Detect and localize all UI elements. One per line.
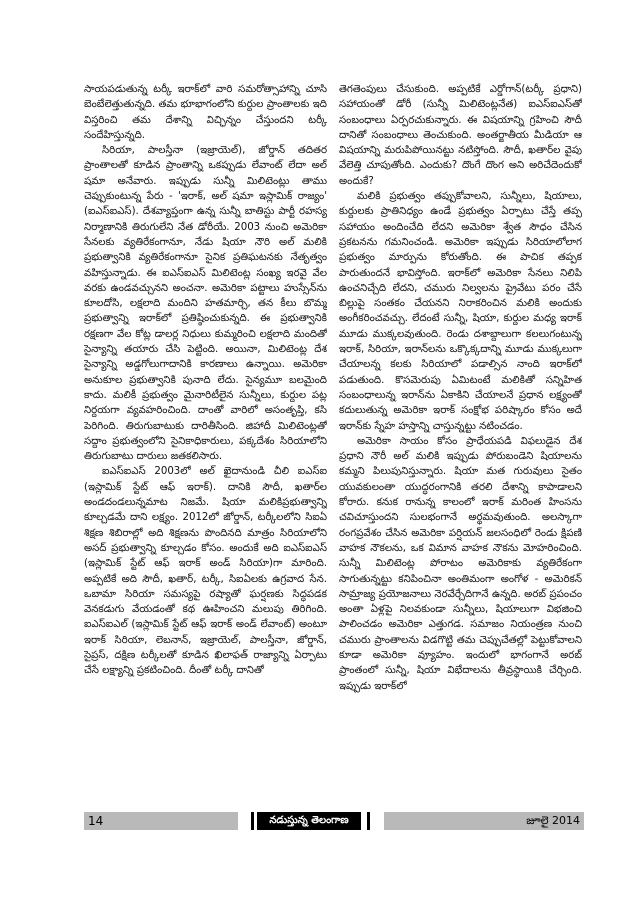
magazine-name: నడుస్తున్న తెలంగాణ	[257, 812, 361, 830]
right-column	[339, 82, 582, 812]
right-paragraph-3: అమెరికా సాయం కోసం ప్రాధేయపడి విఫలుడైన దేశ ప్రధాని నౌరీ అల్ మలికి ఇప్పుడు పోరుబండెని షియాలను కమ్మని పిలుపునిస్తున్నారు. షియా మత గురువులు సైతం యువకులంతా యుద్ధరంగానికి తరలి దేశాన్ని కాపాడాలని కోరారు. కనుక రానున్న కాలంలో ఇరాక్ మరింత హింసను చవిచూస్తుందని సులభంగానే అర్థమవుతుంది. అలస్కాగా రంగప్రవేశం చేసిన అమెరికా పర్షియన్ జలసంధిలో రెండు క్షిపణి వాహక నౌకలను, ఒక విమాన వాహక నౌకను మోహరించింది. సున్నీ మిలిటెంట్ల పోరాటం అమెరికాకు వ్యతిరేకంగా సాగుతున్నట్టు కనిపించినా అంతిమంగా అంగోళ - అమెరికన్ సామ్రాజ్య ప్రయోజనాలు నెరవేర్చేదిగానే ఉన్నది. అరబ్ ప్రపంచం అంతా ఏళ్లపై నిలవకుండా సున్నీలు, షియాలుగా విభజించి పాలించడం అమెరికా ఎత్తుగడ. సమాజం నియంత్రణ నుంచి చమురు ప్రాంతాలను విడగొట్టి తమ చెప్పుచేతల్లో పెట్టుకోవాలని కూడా అమెరికా వ్యూహం. ఇందులో భాగంగానే అరబ్ ప్రాంతంలో సున్నీ, షియా విభేదాలను తీవ్రస్థాయికి చేర్చింది. ఇప్పుడు ఇరాక్‌లో	[339, 435, 582, 692]
left-column	[84, 82, 327, 812]
page-footer	[84, 812, 584, 830]
footer-divider-left	[251, 812, 254, 830]
footer-divider-right	[367, 812, 370, 830]
issue-month: జూలై 2014	[384, 812, 584, 830]
left-paragraph-3: ఐఎస్ఐఎస్ 2003లో అల్ ఖైదానుండి చీలి ఐఎస్ఐ (ఇస్లామిక్ స్టేట్ ఆఫ్ ఇరాక్). దానికి సౌదీ, ఖతార్‌ల అండదండలున్నమాట నిజమే. షియా మలికిప్రభుత్వాన్ని కూల్చడమే దాని లక్ష్యం. 2012లో జోర్డాన్, టర్కీలలోని సిఐఏ శిక్షణ శిబిరాల్లో అది శిక్షణను పొందినది మాత్రం సిరియాలోని అసద్ ప్రభుత్వాన్ని కూల్చడం కోసం. అందుకే అది ఐఎస్ఐఎస్ (ఇస్లామిక్ స్టేట్ ఆఫ్ ఇరాక్ అండ్ సిరియా)గా మారింది. అప్పటికే అది సౌదీ, ఖతార్, టర్కీ, సిఐఏలకు ఉగ్రవాద సేన. ఒబామా సిరియా సమస్యపై రష్యాతో ఘర్షణకు సిద్ధపడక వెనకడుగు వేయడంతో కథ ఊహించని మలుపు తిరిగింది. ఐఎస్ఐఎల్ (ఇస్లామిక్ స్టేట్ ఆఫ్ ఇరాక్ అండ్ లేవాంట్) అంటూ ఇరాక్ సిరియా, లెబనాన్, ఇజ్రాయెల్, పాలస్తీనా, జోర్డాన్, సైప్రస్, దక్షిణ టర్కీలతో కూడిన ఖిలాఫత్ రాజ్యాన్ని ఏర్పాటు చేసే లక్ష్యాన్ని ప్రకటించింది. దీంతో టర్కీ దానితో	[84, 466, 327, 677]
page-number: 14	[84, 812, 238, 830]
right-paragraph-1: తెగతెంపులు చేసుకుంది. అప్పటికే ఎర్డోగాన్(టర్కీ ప్రధాని) సహాయంతో డోరీ (సున్నీ మిలిటెంట్లనేత) ఐఎస్ఐఎస్‌తో సంబంధాలు ఏర్పరచుకున్నారు. ఈ విషయాన్ని గ్రహించి సౌదీ దానితో సంబంధాలు తెంచుకుంది. అంతర్జాతీయ మీడియా ఆ విషయాన్ని మరుపిపోయినట్టు నటిస్తోంది. సౌదీ, ఖతార్‌ల వైపు వేలెత్తి చూపుతోంది. ఎందుకు? దొంగే దొంగ అని అరిచేదెందుకో అందుకే?	[339, 84, 582, 187]
left-paragraph-2: సిరియా, పాలస్తీనా (ఇజ్రాయెల్), జోర్డాన్ తదితర ప్రాంతాలతో కూడిన ప్రాంతాన్ని ఒకప్పుడు లేవాంట్ లేదా అల్ షమా అనేవారు. ఇప్పుడు సున్నీ మిలిటెంట్లు తాము చెప్పుకుంటున్న పేరు - 'ఇరాక్, అల్ షమా ఇస్లామిక్ రాజ్యం' (ఐఎస్ఐఎస్). దేశవ్యాప్తంగా ఉన్న సున్నీ బాతిస్టు పార్టీ రహస్య నిర్మాణానికి తిరుగులేని నేత డోరీయే. 2003 నుంచి అమెరికా సేనలకు వ్యతిరేకంగానూ, నేడు షియా నౌరి అల్ మలికి ప్రభుత్వానికి వ్యతిరేకంగానూ సైనిక ప్రతిఘటనకు నేతృత్వం వహిస్తున్నాడు. ఈ ఐఎస్ఐఎస్ మిలిటెంట్ల సంఖ్య ఇరవై వేల వరకు ఉండవచ్చునని అంచనా. అమెరికా పట్టాలు హుస్సేన్‌ను కూలదోసి, లక్షలాది మందిని హతమార్చి, తన కీలు బొమ్మ ప్రభుత్వాన్ని ఇరాక్‌లో ప్రతిష్ఠించుకున్నది. ఈ ప్రభుత్వానికి రక్షణగా వేల కోట్ల డాలర్ల నిధులు కుమ్మరించి లక్షలాది మందితో సైన్యాన్ని తయారు చేసి పెట్టింది. అయినా, మిలిటెంట్ల దేశ సైన్యాన్ని అడ్డగోలుగాదానికి కారణాలు ఉన్నాయి. అమెరికా అనుకూల ప్రభుత్వానికి పునాది లేదు. సైన్యమూ బలమైంది కాదు. మలికీ ప్రభుత్వం మైనారిటీలైన సున్నీలు, కుర్దుల పట్ల నిర్దయగా వ్యవహరించింది. దాంతో వారిలో అసంతృప్తి, కసి పెరిగింది. తిరుగుబాటుకు దారితీసింది. జిహాదీ మిలిటెంట్లతో సద్దాం ప్రభుత్వంలోని సైనికాధికారులు, పక్కదేశం సిరియాలోని తిరుగుబాటు దారులు జతకలిసారు.	[84, 145, 327, 463]
left-paragraph-1: సాయపడుతున్న టర్కీ ఇరాక్‌లో వారి సమరోత్సాహాన్ని చూసి బెంబేలెత్తుతున్నది. తమ భూభాగంలోని కుర్దుల ప్రాంతాలకు ఇది విస్తరించి తమ దేశాన్ని విచ్ఛిన్నం చేస్తుందని టర్కీ సందేహిస్తున్నది.	[84, 84, 327, 141]
right-paragraph-2: మలికి ప్రభుత్వం తప్పుకోవాలని, సున్నీలు, షియాలు, కుర్దులకు ప్రాతినిధ్యం ఉండే ప్రభుత్వం ఏర్పాటు చేస్తే తప్ప సహాయం అందించేది లేదని అమెరికా శ్వేత సౌధం చేసిన ప్రకటనను గమనించండి. అమెరికా ఇప్పుడు సిరియాలోలాగ ప్రభుత్వం మార్పును కోరుతోంది. ఈ పాచిక తప్పక పారుతుందనే భావిస్తోంది. ఇరాక్‌లో అమెరికా సేనలు నిలిపి ఉంచనిచ్చేది లేదని, చమురు నిల్వలను ప్రైవేటు పరం చేసే బిల్లుపై సంతకం చేయనని నిరాకరించిన మలికి అందుకు అంగీకరించవచ్చు. లేదంటే సున్నీ, షియా, కుర్దుల మధ్య ఇరాక్ మూడు ముక్కలవుతుంది. రెండు దశాబ్దాలుగా కలలుగంటున్న ఇరాక్, సిరియా, ఇరాన్‌లను ఒక్కొక్కదాన్ని మూడు ముక్కలుగా చేయాలన్న కలకు సిరియాలో పడాల్సిన నాంది ఇరాక్‌లో పడుతుంది. కొసమెరుపు ఏమిటంటే మలికితో సన్నిహిత సంబంధాలున్న ఇరాన్‌ను ఏకాకిని చేయాలనే ప్రధాన లక్ష్యంతో కదులుతున్న అమెరికా ఇరాక్ సంక్షోభ పరిష్కారం కోసం అదే ఇరాన్‌కు స్నేహ హస్తాన్ని చాస్తున్నట్టు నటించడం.	[339, 191, 582, 432]
